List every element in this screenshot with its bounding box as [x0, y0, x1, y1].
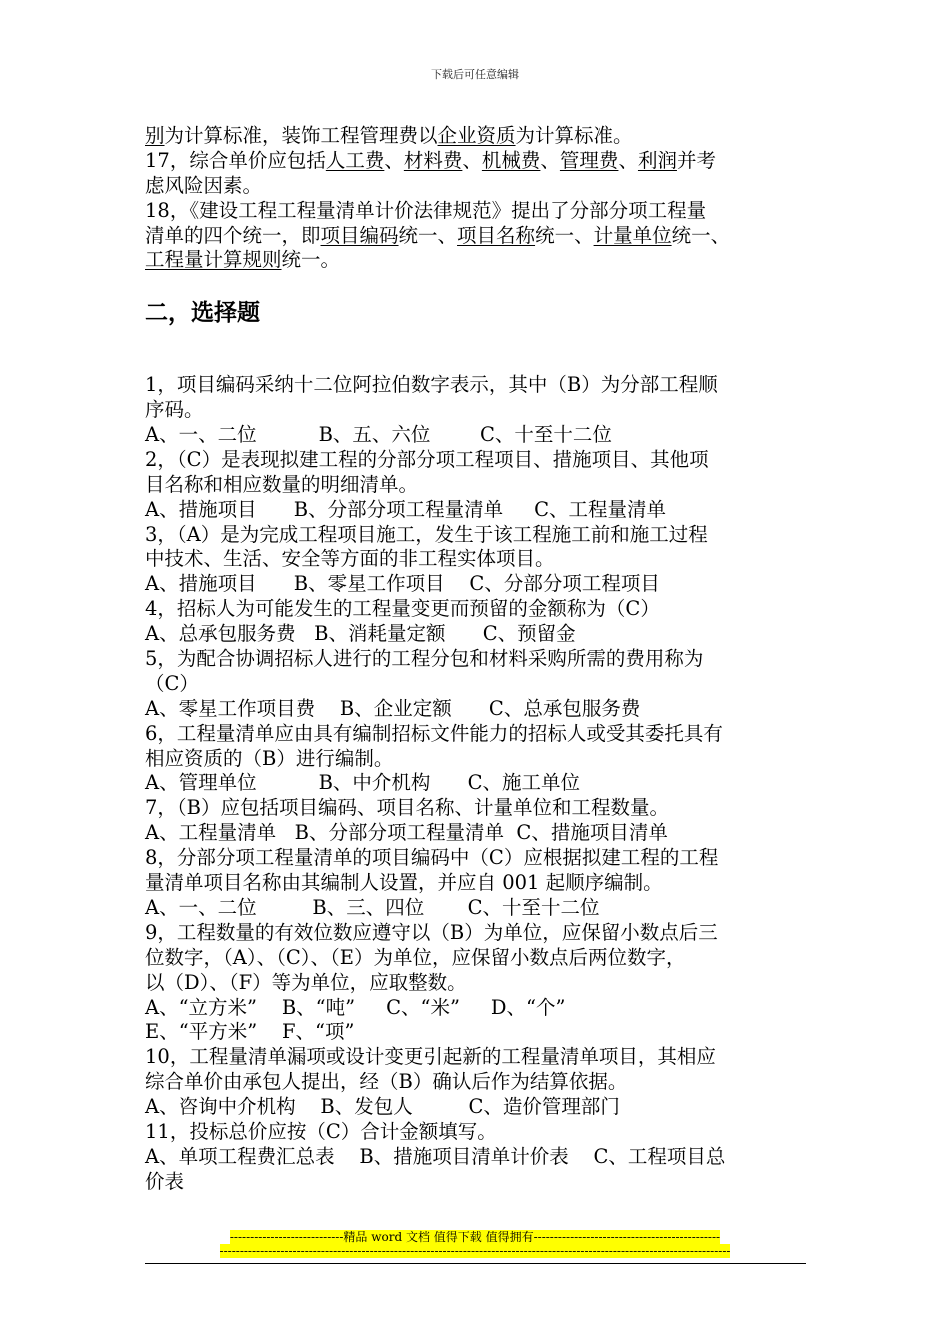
text-segment: 虑风险因素。 — [145, 173, 263, 197]
text-segment: 统一。 — [281, 248, 341, 272]
question-line: A、一、二位 B、三、四位 C、十至十二位 — [145, 895, 600, 919]
text-segment: 、 — [462, 148, 482, 172]
question-line: 综合单价由承包人提出，经（B）确认后作为结算依据。 — [145, 1070, 628, 1094]
question-line: A、管理单位 B、中介机构 C、施工单位 — [145, 771, 581, 795]
question-line: （C） — [145, 671, 199, 695]
question-line: 量清单项目名称由其编制人设置，并应自 001 起顺序编制。 — [145, 871, 663, 895]
underlined-answer: 工程量计算规则 — [145, 248, 282, 272]
text-segment: 17，综合单价应包括 — [145, 148, 326, 172]
question-line: 11，投标总价应按（C）合计金额填写。 — [145, 1119, 497, 1143]
text-segment: 统一、 — [671, 223, 731, 247]
question-line: A、单项工程费汇总表 B、措施项目清单计价表 C、工程项目总 — [145, 1144, 726, 1168]
text-line — [145, 174, 825, 199]
section-title: 二，选择题 — [145, 300, 260, 327]
underlined-answer: 人工费 — [325, 148, 385, 172]
fill-in-answers — [145, 124, 825, 273]
footer-line-1: ----------------------------精品 word 文档 值得下载 值得拥有---------------------------------------------- — [229, 1230, 721, 1244]
underlined-answer: 别 — [145, 124, 165, 147]
question-line: 1，项目编码采纳十二位阿拉伯数字表示，其中（B）为分部工程顺 — [145, 373, 718, 397]
question-line: 序码。 — [145, 398, 204, 422]
question-line: 相应资质的（B）进行编制。 — [145, 746, 394, 770]
question-line: A、“立方米” B、“吨” C、“米” D、“个” — [145, 995, 566, 1019]
page-header: 下载后可任意编辑 — [431, 68, 519, 81]
question-line: A、咨询中介机构 B、发包人 C、造价管理部门 — [145, 1095, 620, 1119]
text-line — [145, 199, 825, 224]
text-line — [145, 149, 825, 174]
text-line — [145, 224, 825, 249]
question-line: E、“平方米” F、“项” — [145, 1020, 355, 1044]
question-line: A、措施项目 B、零星工作项目 C、分部分项工程项目 — [145, 572, 660, 596]
question-line: 5，为配合协调招标人进行的工程分包和材料采购所需的费用称为 — [145, 647, 704, 671]
text-segment: 为计算标准，装饰工程管理费以 — [164, 124, 438, 147]
multiple-choice-questions — [145, 373, 825, 1194]
footer-line-2: ------------------------------------------------------------------------------------------------------------------------------ — [219, 1244, 731, 1258]
question-line: A、零星工作项目费 B、企业定额 C、总承包服务费 — [145, 696, 641, 720]
question-line: 6，工程量清单应由具有编制招标文件能力的招标人或受其委托具有 — [145, 721, 723, 745]
text-segment: 、 — [384, 148, 404, 172]
text-segment: 统一、 — [535, 223, 594, 247]
question-line: 位数字，（A）、（C）、（E）为单位，应保留小数点后两位数字， — [145, 945, 686, 969]
underlined-answer: 项目名称 — [457, 223, 536, 247]
question-line: 10，工程量清单漏项或设计变更引起新的工程量清单项目，其相应 — [145, 1045, 716, 1069]
question-line: 目名称和相应数量的明细清单。 — [145, 472, 419, 496]
question-line: A、一、二位 B、五、六位 C、十至十二位 — [145, 423, 612, 447]
text-segment: 18，《建设工程工程量清单计价法律规范》提出了分部分项工程量 — [145, 198, 707, 222]
question-line: A、措施项目 B、分部分项工程量清单 C、工程量清单 — [145, 497, 667, 521]
underlined-answer: 机械费 — [481, 148, 541, 172]
footer-rule — [145, 1263, 806, 1264]
underlined-answer: 企业资质 — [437, 124, 516, 147]
underlined-answer: 材料费 — [403, 148, 463, 172]
footer-banner — [0, 1230, 950, 1258]
question-line: 以（D）、（F）等为单位，应取整数。 — [145, 970, 467, 994]
text-segment: 统一、 — [398, 223, 458, 247]
text-line — [145, 248, 825, 273]
text-segment: 、 — [618, 148, 638, 172]
question-line: 中技术、生活、安全等方面的非工程实体项目。 — [145, 547, 555, 571]
question-line: 价表 — [145, 1169, 185, 1193]
question-line: 3，（A）是为完成工程项目施工，发生于该工程施工前和施工过程 — [145, 522, 708, 546]
underlined-answer: 利润 — [637, 148, 677, 172]
question-line: A、工程量清单 B、分部分项工程量清单 C、措施项目清单 — [145, 821, 668, 845]
question-line: 8，分部分项工程量清单的项目编码中（C）应根据拟建工程的工程 — [145, 846, 719, 870]
text-segment: 清单的四个统一，即 — [145, 223, 321, 247]
underlined-answer: 计量单位 — [593, 223, 672, 247]
text-line — [145, 124, 825, 149]
text-segment: 并考 — [676, 148, 716, 172]
question-line: 9，工程数量的有效位数应遵守以（B）为单位，应保留小数点后三 — [145, 920, 718, 944]
underlined-answer: 管理费 — [559, 148, 619, 172]
question-line: 4，招标人为可能发生的工程量变更而预留的金额称为（C） — [145, 597, 660, 621]
question-line: 7，（B）应包括项目编码、项目名称、计量单位和工程数量。 — [145, 796, 669, 820]
question-line: 2，（C）是表现拟建工程的分部分项工程项目、措施项目、其他项 — [145, 447, 709, 471]
text-segment: 为计算标准。 — [515, 124, 633, 147]
underlined-answer: 项目编码 — [320, 223, 399, 247]
question-line: A、总承包服务费 B、消耗量定额 C、预留金 — [145, 622, 576, 646]
text-segment: 、 — [540, 148, 560, 172]
document-body — [145, 124, 825, 1195]
